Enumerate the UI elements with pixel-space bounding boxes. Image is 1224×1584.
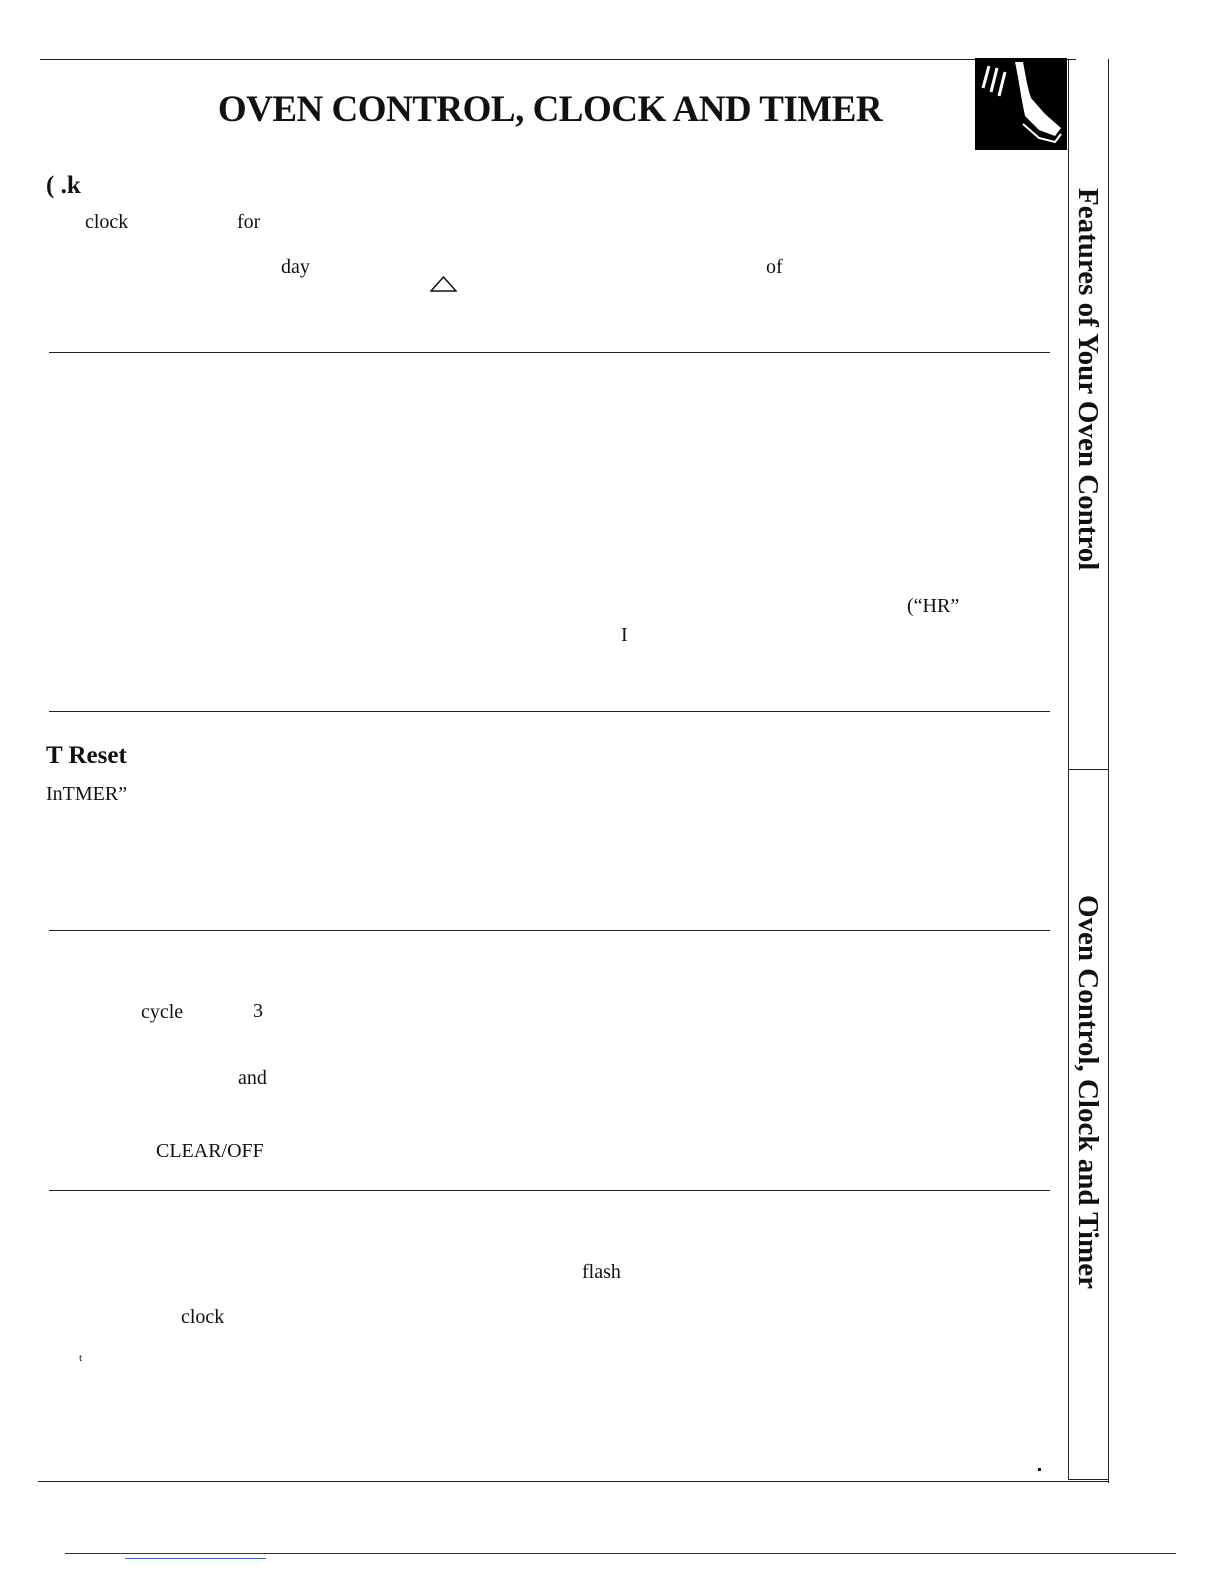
hand-icon-box: [975, 58, 1067, 150]
text-fragment: 3: [253, 1000, 263, 1022]
text-fragment: CLEAR/OFF: [156, 1140, 264, 1162]
section-heading-clock: ( .k: [46, 172, 81, 199]
text-fragment: (“HR”: [907, 595, 960, 617]
speck-mark: [1038, 1468, 1041, 1471]
page-title: OVEN CONTROL, CLOCK AND TIMER: [217, 89, 883, 130]
triangle-up-icon: [430, 276, 457, 292]
side-tab-divider: [1068, 769, 1108, 770]
section-heading-timer-reset: T Reset: [46, 742, 127, 769]
side-frame-right: [1108, 59, 1109, 1483]
section-divider: [49, 352, 1050, 353]
footer-rule: [65, 1553, 1176, 1554]
side-tab-current: Oven Control, Clock and Timer: [1072, 895, 1104, 1289]
text-fragment: InTMER”: [46, 783, 128, 805]
text-fragment: day: [281, 256, 310, 278]
top-rule: [40, 59, 1076, 60]
text-fragment: and: [238, 1067, 267, 1089]
text-fragment: t: [79, 1352, 83, 1364]
section-divider: [49, 930, 1050, 931]
text-fragment: cycle: [141, 1001, 184, 1023]
text-fragment: clock: [181, 1306, 225, 1328]
footer-accent-line: [125, 1558, 266, 1559]
section-divider: [49, 1190, 1050, 1191]
hand-pressing-pad-icon: [975, 58, 1067, 150]
text-fragment: for: [237, 211, 261, 233]
text-fragment: clock: [85, 211, 129, 233]
section-divider: [49, 711, 1050, 712]
side-tab-features: Features of Your Oven Control: [1072, 188, 1104, 571]
bottom-rule: [38, 1481, 1108, 1482]
text-fragment: of: [766, 256, 783, 278]
text-fragment: flash: [582, 1261, 621, 1283]
text-fragment: I: [621, 624, 628, 646]
side-frame-bottom: [1068, 1479, 1108, 1480]
